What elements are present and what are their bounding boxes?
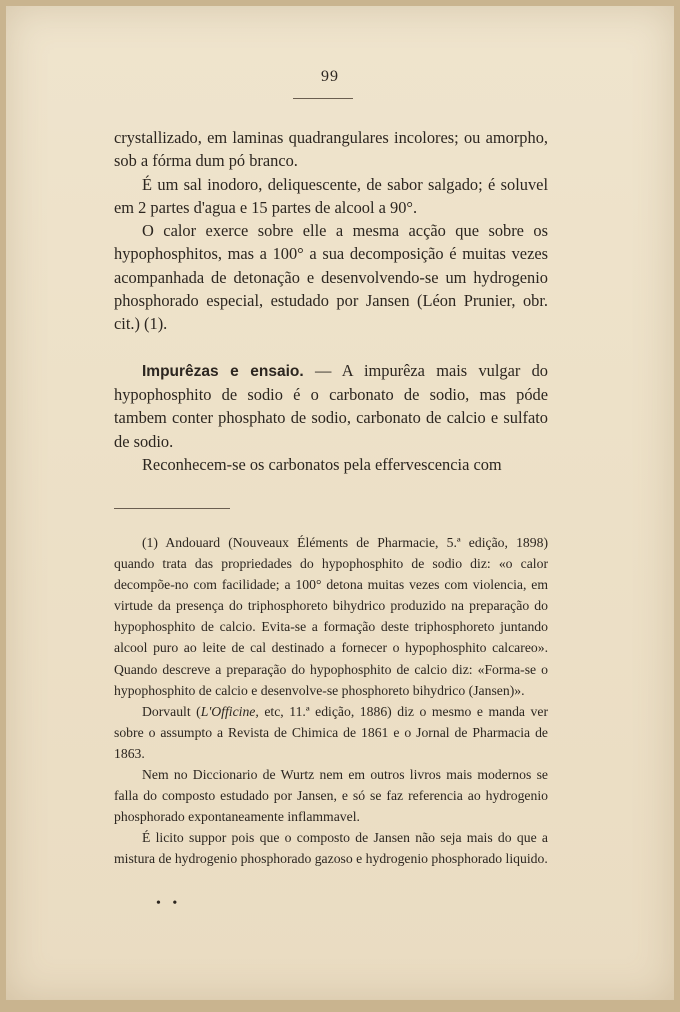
dorvault-post: etc, 11.ª edição, 1886) diz o mesmo e manda ver sobre o assumpto a Revista de Chimica de 1861 e o Jornal de Pharmacia de 1863. — [114, 703, 549, 761]
main-text — [114, 126, 548, 476]
footnote-1-wurtz: Nem no Diccionario de Wurtz nem em outros livros mais modernos se falla do composto estudado por Jansen, e só se faz referencia ao hydrogenio phosphorado expontaneamente inflammavel. — [114, 767, 548, 825]
section-paragraph — [114, 359, 548, 453]
footnote-1-conclusion: É licito suppor pois que o composto de Jansen não seja mais do que a mistura de hydrogenio phosphorado gazoso e hydrogenio phosphorado liquido. — [114, 830, 548, 867]
paragraph-2: É um sal inodoro, deliquescente, de sabor salgado; é soluvel em 2 partes d'agua e 15 partes de alcool a 90°. — [114, 174, 548, 217]
paragraph-last: Reconhecem-se os carbonatos pela effervescencia com — [142, 454, 502, 474]
footnote-1-dorvault — [114, 701, 548, 764]
page-number: 99 — [321, 68, 339, 85]
dorvault-pre: Dorvault ( — [142, 703, 201, 719]
page-number-rule — [293, 98, 353, 99]
book-page — [6, 6, 674, 1000]
dorvault-title: L'Officine, — [200, 703, 259, 719]
paragraph-3: O calor exerce sobre elle a mesma acção que sobre os hypophosphitos, mas a 100° a sua decomposição é muitas vezes acompanhada de detonação e desenvolvendo-se um hydrogenio phosphorado especial, estudado por Jansen (Léon Prunier, obr. cit.) (1). — [114, 221, 548, 334]
footnotes — [114, 532, 548, 870]
paragraph-1: crystallizado, em laminas quadrangulares incolores; ou amorpho, sob a fórma dum pó branco. — [114, 128, 548, 171]
footnote-1: (1) Andouard (Nouveaux Éléments de Pharmacie, 5.ª edição, 1898) quando trata das propriedades do hypophosphito de sodio diz: «o calor decompõe-no com facilidade; a 100° detona muitas vezes com violencia, em virtude da presença do triphosphoreto bihydrico produzido na preparação do hypophosphito de calcio. Evita-se a formação deste triphosphoreto juntando alcool puro ao leite de cal destinado a fornecer o hypophosphito calcareo». Quando descreve a preparação do hypophosphito de calcio diz: «Forma-se o hypophosphito de calcio e desenvolve-se phosphoreto bihydrico (Jansen)». — [114, 535, 548, 698]
section-heading: Impurêzas e ensaio. — [142, 362, 304, 380]
footnote-rule — [114, 508, 230, 509]
bottom-marks: • • — [156, 896, 182, 911]
section-text: — A impurêza mais vulgar do hypophosphito de sodio é o carbonato de sodio, mas póde tambem conter phosphato de sodio, carbonato de calcio e sulfato de sodio. — [114, 360, 549, 451]
